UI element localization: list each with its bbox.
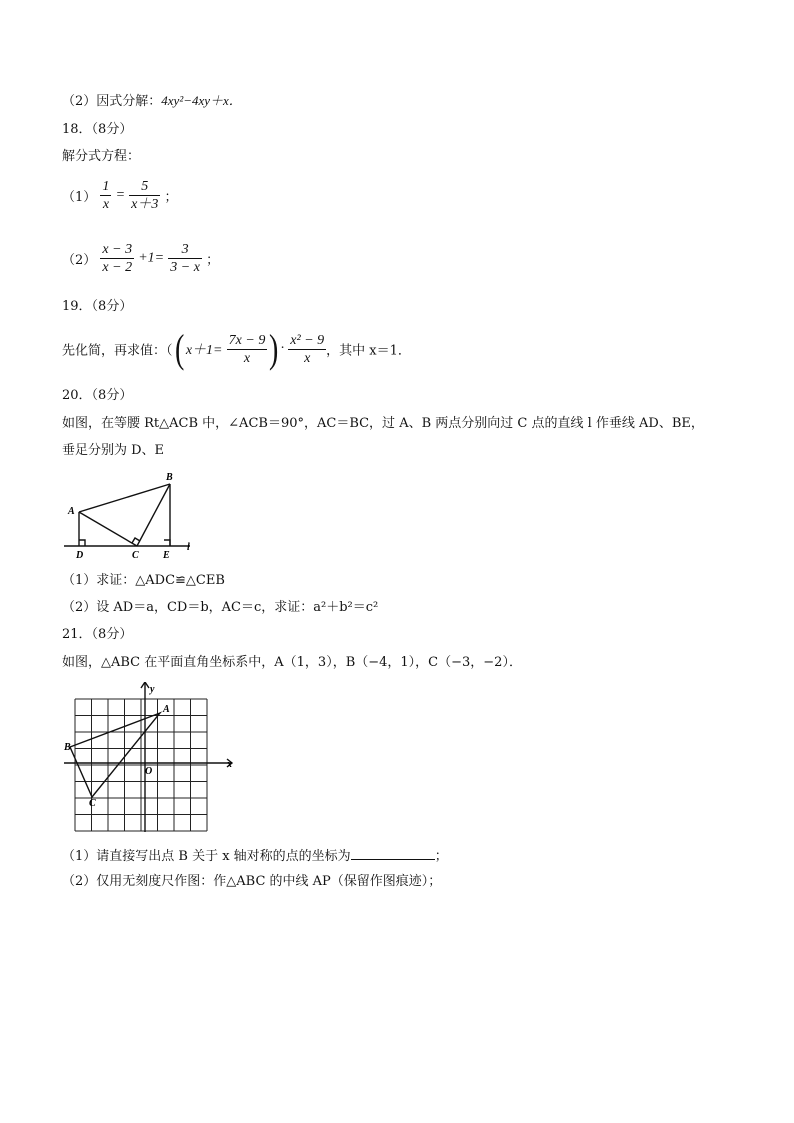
q18-instruction: 解分式方程： [62, 149, 141, 164]
q19-expression [62, 326, 411, 371]
label-o: O [145, 766, 153, 777]
q18-part2 [62, 241, 219, 276]
q18-part2-lhs-fraction [100, 241, 134, 276]
fraction-numerator: x − 3 [102, 242, 133, 257]
q20-stem-line1: 如图，在等腰 Rt△ACB 中，∠ACB＝90°，AC＝BC，过 A、B 两点分别向过 C 点的直线 l 作垂线 AD、BE， [62, 416, 704, 431]
q21-part1-suffix: ； [434, 849, 448, 864]
q19-fraction-1 [227, 332, 268, 367]
q18-part1-lhs-fraction [100, 178, 111, 213]
fraction-denominator: x [304, 350, 311, 366]
fraction-numerator: 3 [168, 241, 202, 259]
grid-lines [75, 699, 207, 831]
label-c: C [132, 550, 139, 560]
q19-suffix: ，其中 x＝1． [326, 343, 411, 359]
right-angle-mark-d [79, 540, 85, 546]
q21-part1 [62, 847, 448, 866]
q20-triangle-figure [60, 468, 200, 560]
q17-part2-prefix: （2）因式分解： [62, 94, 162, 109]
fraction-numerator: 1 [102, 179, 110, 194]
q21-stem: 如图，△ABC 在平面直角坐标系中，A（1，3），B（−4，1），C（−3，−2）． [62, 655, 522, 670]
fraction-denominator: x＋3 [131, 197, 159, 212]
plus-one-equals: +1= [138, 250, 165, 266]
q19-header: 19．（8分） [62, 299, 133, 314]
q18-part2-rhs-fraction [168, 241, 202, 276]
q18-part1 [62, 178, 178, 213]
q21-coordinate-grid-figure [62, 682, 242, 834]
q18-part2-end: ； [206, 253, 220, 268]
q19-fraction-2 [288, 332, 326, 367]
answer-blank[interactable] [351, 847, 435, 860]
q17-part2 [62, 92, 242, 111]
label-d: D [76, 550, 84, 560]
fraction-denominator: x [243, 350, 251, 366]
q18-part1-end: ； [164, 190, 178, 205]
q21-part2: （2）仅用无刻度尺作图：作△ABC 的中线 AP（保留作图痕迹）； [62, 874, 442, 889]
q18-part2-label: （2） [62, 253, 97, 268]
fraction-denominator: x − 2 [102, 260, 133, 275]
q21-header: 21．（8分） [62, 627, 133, 642]
q19-prefix: 先化简，再求值：（ [62, 343, 173, 359]
q20-header: 20．（8分） [62, 388, 133, 403]
fraction-denominator: x [102, 197, 110, 212]
q20-part1: （1）求证：△ADC≌△CEB [62, 573, 225, 588]
q20-part2: （2）设 AD＝a，CD＝b，AC＝c，求证：a²＋b²＝c² [62, 600, 379, 615]
segment-ab [79, 484, 170, 512]
label-x: x [227, 759, 232, 770]
label-b: B [166, 472, 173, 483]
q18-part1-label: （1） [62, 190, 97, 205]
triangle-abc [70, 713, 160, 797]
fraction-numerator: 7x − 9 [228, 332, 266, 348]
label-e: E [163, 550, 170, 560]
q21-part1-prefix: （1）请直接写出点 B 关于 x 轴对称的点的坐标为 [62, 849, 351, 864]
fraction-numerator: 5 [129, 178, 160, 196]
q18-header: 18．（8分） [62, 122, 133, 137]
label-c: C [89, 798, 96, 809]
multiply-dot: · [280, 341, 285, 356]
label-l: l [187, 542, 190, 553]
equals-sign: = [115, 187, 126, 203]
fraction-denominator: 3 − x [170, 260, 200, 275]
left-paren: ( [174, 326, 184, 371]
q19-inner: x＋1= [185, 343, 223, 358]
right-angle-mark-e [164, 540, 170, 546]
label-a: A [163, 704, 170, 715]
q20-stem-line2: 垂足分别为 D、E [62, 443, 165, 458]
label-y: y [150, 684, 155, 695]
q18-part1-rhs-fraction [129, 178, 160, 213]
segment-ac [79, 512, 137, 546]
right-paren: ) [269, 326, 279, 371]
label-a: A [68, 506, 75, 517]
q17-part2-expr: 4xy²−4xy＋x． [161, 93, 242, 108]
label-b: B [64, 742, 71, 753]
fraction-numerator: x² − 9 [290, 332, 325, 348]
